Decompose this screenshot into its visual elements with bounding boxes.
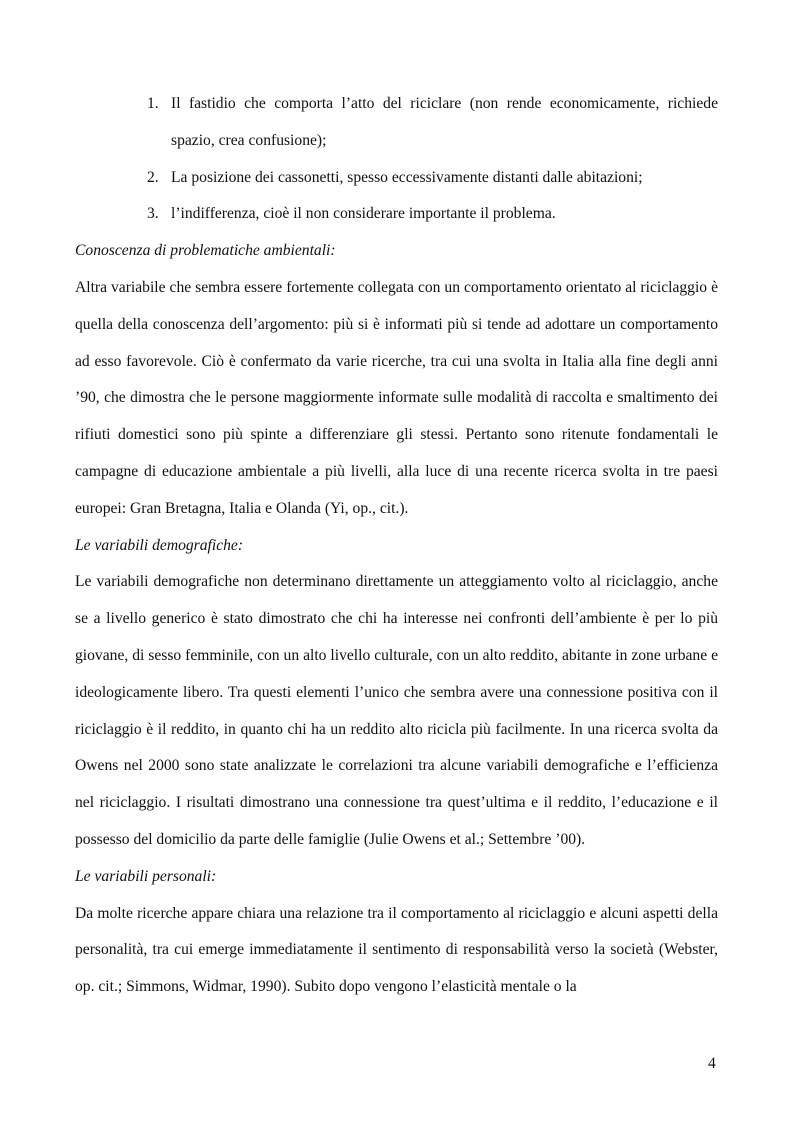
paragraph-knowledge: Altra variabile che sembra essere fortemente collegata con un comportamento orientato al riciclaggio è quella della conoscenza dell’argomento: più si è informati più si tende ad adottare un comportamento ad esso favorevole. Ciò è confermato da varie ricerche, tra cui una svolta in Italia alla fine degli anni ’90, che dimostra che le persone maggiormente informate sulle modalità di raccolta e smaltimento dei rifiuti domestici sono più spinte a differenziare gli stessi. Pertanto sono ritenute fondamentali le campagne di educazione ambientale a più livelli, alla luce di una recente ricerca svolta in tre paesi europei: Gran Bretagna, Italia e Olanda (Yi, op., cit.). [75,278,718,517]
list-item-number: 3. [147,205,159,223]
paragraph-demographic: Le variabili demografiche non determinano direttamente un atteggiamento volto al riciclaggio, anche se a livello generico è stato dimostrato che chi ha interesse nei confronti dell’ambiente è per lo più giovane, di sesso femminile, con un alto livello culturale, con un alto reddito, abitante in zone urbane e ideologicamente libero. Tra questi elementi l’unico che sembra avere una connessione positiva con il riciclaggio è il reddito, in quanto chi ha un reddito alto ricicla più facilmente. In una ricerca svolta da Owens nel 2000 sono state analizzate le correlazioni tra alcune variabili demografiche e l’efficienza nel riciclaggio. I risultati dimostrano una connessione tra quest’ultima e il reddito, l’educazione e il possesso del domicilio da parte delle famiglie (Julie Owens et al.; Settembre ’00). [75,573,718,848]
list-item [75,86,718,160]
section-heading-demographic: Le variabili demografiche: [75,536,244,554]
numbered-list [75,86,718,233]
list-item-number: 1. [147,95,159,112]
section-heading-personal: Le variabili personali: [75,867,217,885]
section-heading-knowledge: Conoscenza di problematiche ambientali: [75,242,336,260]
list-item-text: l’indifferenza, cioè il non considerare importante il problema. [171,205,556,223]
list-item-number: 2. [147,168,159,186]
paragraph-personal: Da molte ricerche appare chiara una relazione tra il comportamento al riciclaggio e alcuni aspetti della personalità, tra cui emerge immediatamente il sentimento di responsabilità verso la società (Webster, op. cit.; Simmons, Widmar, 1990). Subito dopo vengono l’elasticità mentale o la [75,904,718,996]
page-content [75,86,718,1006]
list-item-text: Il fastidio che comporta l’atto del riciclare (non rende economicamente, richiede spazio, crea confusione); [171,95,718,149]
page-number: 4 [708,1055,716,1072]
list-item-text: La posizione dei cassonetti, spesso eccessivamente distanti dalle abitazioni; [171,168,643,186]
list-item [75,196,718,233]
list-item [75,160,718,197]
